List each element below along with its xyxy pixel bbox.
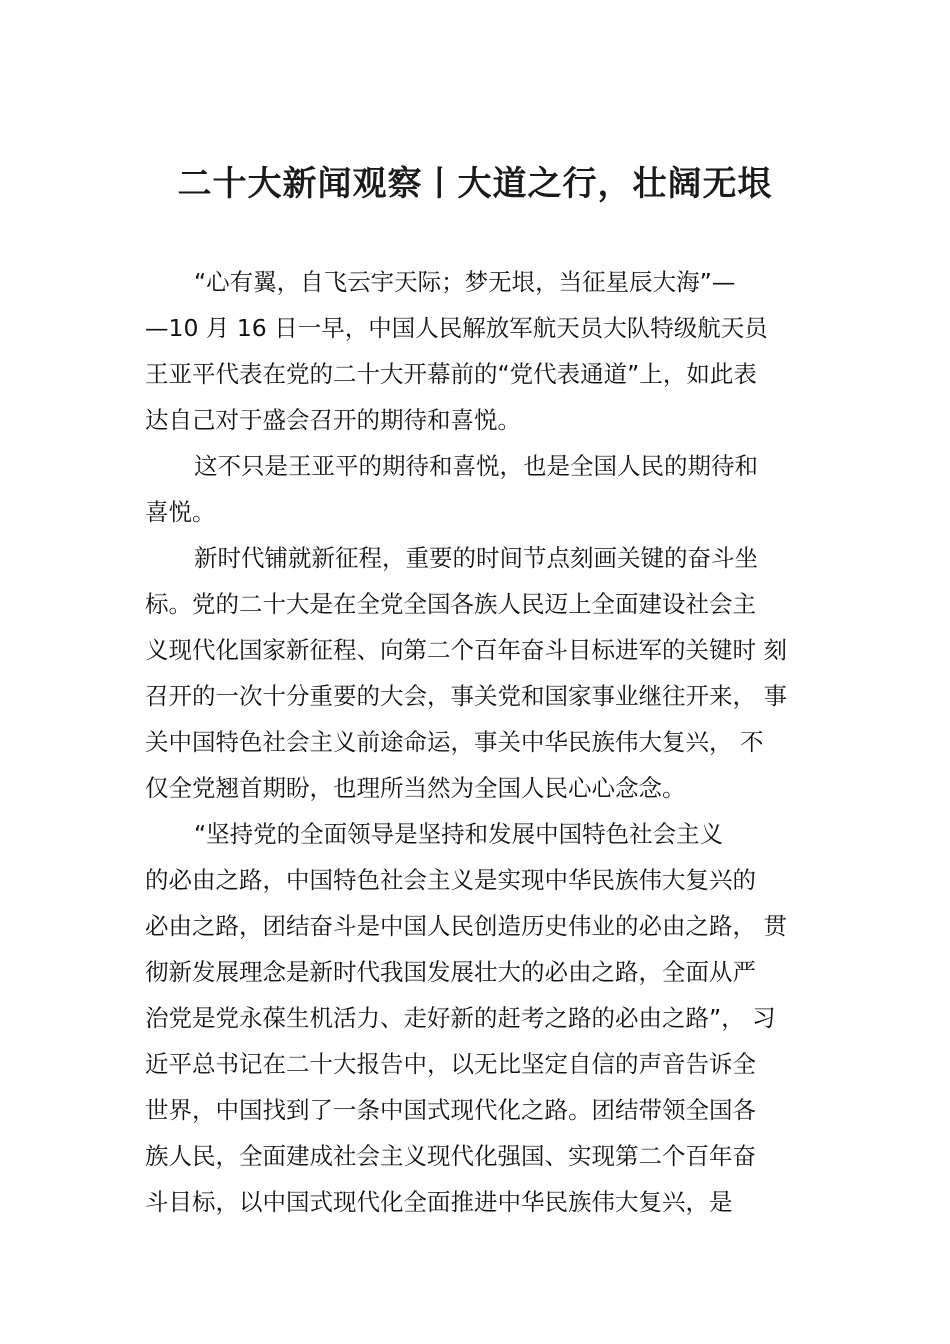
- text-line: “坚持党的全面领导是坚持和发展中国特色社会主义: [194, 820, 724, 848]
- text-line: 标。党的二十大是在全党全国各族人民迈上全面建设社会主: [145, 590, 756, 618]
- text-line: 族人民，全面建成社会主义现代化强国、实现第二个百年奋: [145, 1142, 756, 1170]
- text-line: 必由之路，团结奋斗是中国人民创造历史伟业的必由之路， 贯: [145, 912, 787, 940]
- text-line: 彻新发展理念是新时代我国发展壮大的必由之路，全面从严: [145, 958, 756, 986]
- text-line: 治党是党永葆生机活力、走好新的赶考之路的必由之路”， 习: [145, 1004, 776, 1032]
- text-line: 关中国特色社会主义前途命运，事关中华民族伟大复兴， 不: [145, 728, 764, 756]
- text-line: 这不只是王亚平的期待和喜悦，也是全国人民的期待和: [194, 452, 758, 480]
- text-line: 召开的一次十分重要的大会，事关党和国家事业继往开来， 事: [145, 682, 787, 710]
- text-line: 新时代铺就新征程，重要的时间节点刻画关键的奋斗坐: [194, 544, 758, 572]
- document-title: 二十大新闻观察丨大道之行，壮阔无垠: [177, 164, 773, 204]
- text-line: 近平总书记在二十大报告中，以无比坚定自信的声音告诉全: [145, 1050, 756, 1078]
- text-line: 王亚平代表在党的二十大开幕前的“党代表通道”上，如此表: [145, 360, 757, 388]
- text-line: 世界，中国找到了一条中国式现代化之路。团结带领全国各: [145, 1096, 756, 1124]
- text-line: 义现代化国家新征程、向第二个百年奋斗目标进军的关键时 刻: [145, 636, 787, 664]
- text-line: 喜悦。: [145, 498, 216, 526]
- text-line: 斗目标，以中国式现代化全面推进中华民族伟大复兴，是: [145, 1188, 733, 1216]
- text-line: 达自己对于盛会召开的期待和喜悦。: [145, 406, 521, 434]
- text-line: 仅全党翘首期盼，也理所当然为全国人民心心念念。: [145, 774, 686, 802]
- text-line: 的必由之路，中国特色社会主义是实现中华民族伟大复兴的: [145, 866, 756, 894]
- text-line: “心有翼，自飞云宇天际；梦无垠，当征星辰大海”—: [194, 268, 736, 296]
- text-line: —10 月 16 日一早，中国人民解放军航天员大队特级航天员: [145, 314, 768, 342]
